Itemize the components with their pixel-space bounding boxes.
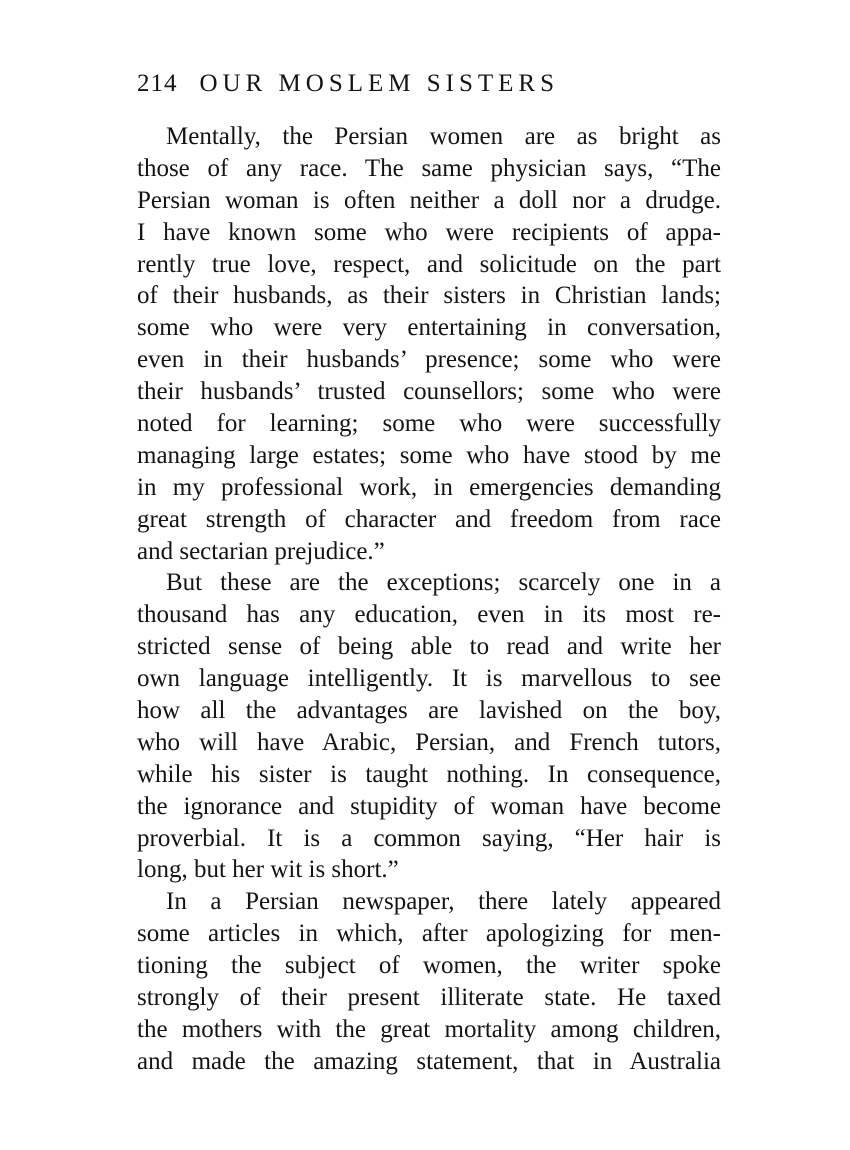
text-line: Persian woman is often neither a doll nor a drudge. [137,186,721,214]
text-line: even in their husbands’ presence; some who were [137,346,721,374]
text-line: In a Persian newspaper, there lately appeared [166,888,721,916]
text-line: of their husbands, as their sisters in Christian lands; [137,282,721,310]
text-line: tioning the subject of women, the writer spoke [137,952,721,980]
text-line: the ignorance and stupidity of woman have become [137,792,721,820]
text-line: thousand has any education, even in its most re- [137,601,721,629]
body-text [137,121,721,1078]
text-line: who will have Arabic, Persian, and French tutors, [137,728,721,756]
page-number: 214 [137,70,178,97]
text-line: stricted sense of being able to read and write her [137,633,721,661]
text-line: managing large estates; some who have stood by me [137,441,721,469]
text-line: strongly of their present illiterate state. He taxed [137,984,721,1012]
text-line: proverbial. It is a common saying, “Her hair is [137,824,721,852]
text-line: great strength of character and freedom from race [137,505,721,533]
text-line: and made the amazing statement, that in Australia [137,1047,721,1075]
text-line: rently true love, respect, and solicitude on the part [137,250,721,278]
text-line: Mentally, the Persian women are as bright as [166,123,721,150]
book-title: OUR MOSLEM SISTERS [199,70,559,97]
text-line: noted for learning; some who were successfully [137,410,721,438]
text-line: in my professional work, in emergencies demanding [137,473,721,501]
text-line: some articles in which, after apologizing for men- [137,920,721,948]
text-line: long, but her wit is short.” [137,856,399,884]
text-line: some who were very entertaining in conversation, [137,314,721,342]
text-line: and sectarian prejudice.” [137,537,385,565]
paragraph [137,886,721,1077]
text-line: own language intelligently. It is marvellous to see [137,665,721,693]
text-line: I have known some who were recipients of appa- [137,218,721,246]
text-line: those of any race. The same physician says, “The [137,154,721,182]
text-line: how all the advantages are lavished on the boy, [137,697,721,725]
running-head [137,66,727,102]
paragraph [137,567,721,886]
text-line: their husbands’ trusted counsellors; some who were [137,378,721,406]
text-line: the mothers with the great mortality among children, [137,1015,721,1043]
text-line: But these are the exceptions; scarcely one in a [166,569,721,597]
paragraph [137,121,721,567]
text-line: while his sister is taught nothing. In consequence, [137,760,721,788]
